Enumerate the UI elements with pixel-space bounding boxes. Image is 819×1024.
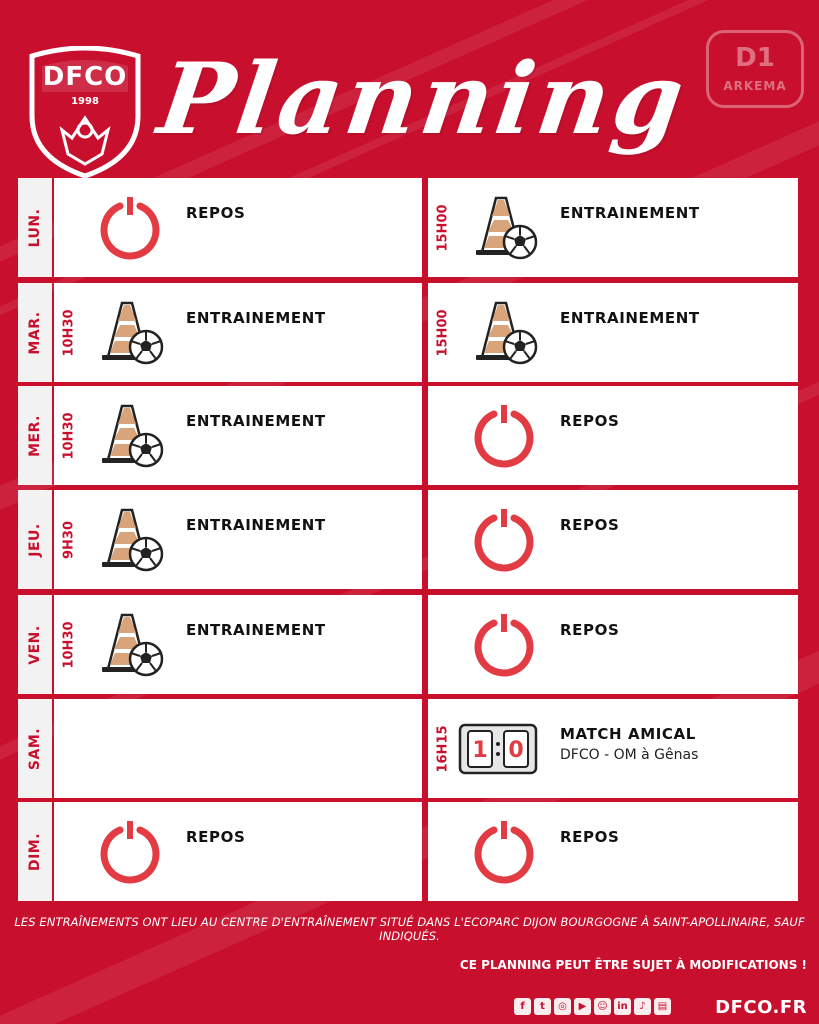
d1-arkema-logo — [706, 30, 804, 108]
arkema-logo-text: ARKEMA — [723, 79, 787, 93]
session-time-text: 9H30 — [61, 520, 77, 560]
power-icon — [94, 814, 166, 886]
session-activity: REPOS — [560, 516, 620, 534]
session-activity: REPOS — [186, 828, 246, 846]
schedule-row — [18, 178, 800, 277]
svg-text:1: 1 — [472, 738, 488, 763]
tiktok-icon[interactable]: ♪ — [634, 998, 651, 1015]
day-label-text: MER. — [27, 414, 43, 457]
cone-ball-icon — [94, 398, 166, 470]
session-time-text: 10H30 — [61, 621, 77, 669]
website-link[interactable]: DFCO.FR — [715, 997, 807, 1018]
cone-ball-icon — [94, 295, 166, 367]
session-activity: ENTRAINEMENT — [186, 621, 326, 639]
session-time-text: 16H15 — [435, 725, 451, 773]
training-location-note: LES ENTRAÎNEMENTS ONT LIEU AU CENTRE D'ENTRAÎNEMENT SITUÉ DANS L'ECOPARC DIJON BOURGOGNE À SAINT-APOLLINAIRE, SAUF INDIQUÉS. — [14, 915, 805, 943]
schedule-row — [18, 490, 800, 589]
session-cell-left — [54, 490, 422, 589]
session-detail: DFCO - OM à Gênas — [560, 747, 699, 763]
session-activity: REPOS — [560, 828, 620, 846]
session-cell-left — [54, 386, 422, 485]
twitter-icon[interactable]: t — [534, 998, 551, 1015]
cone-ball-icon — [468, 295, 540, 367]
session-cell-right — [428, 699, 798, 798]
schedule-row — [18, 699, 800, 798]
schedule-row — [18, 595, 800, 694]
session-time — [432, 185, 454, 271]
day-label-text: SAM. — [27, 727, 43, 770]
session-cell-right — [428, 802, 798, 901]
youtube-icon[interactable]: ▶ — [574, 998, 591, 1015]
session-cell-left — [54, 802, 422, 901]
power-icon — [94, 190, 166, 262]
session-time-text: 10H30 — [61, 412, 77, 460]
day-label-text: MAR. — [27, 310, 43, 355]
power-icon — [468, 814, 540, 886]
cone-ball-icon — [468, 190, 540, 262]
power-icon — [468, 607, 540, 679]
footer-bar — [504, 991, 819, 1024]
session-activity: ENTRAINEMENT — [186, 516, 326, 534]
facebook-icon[interactable]: f — [514, 998, 531, 1015]
social-icons — [514, 998, 671, 1018]
session-cell-left — [54, 178, 422, 277]
schedule-row — [18, 386, 800, 485]
session-time-text: 15H00 — [435, 309, 451, 357]
day-label-text: VEN. — [27, 624, 43, 665]
session-time — [58, 602, 80, 688]
schedule-row — [18, 283, 800, 382]
session-cell-right — [428, 595, 798, 694]
session-activity: REPOS — [560, 412, 620, 430]
crest-name: DFCO — [42, 62, 128, 92]
day-label — [18, 386, 52, 485]
day-label — [18, 802, 52, 901]
session-time-text: 10H30 — [61, 309, 77, 357]
power-icon — [468, 398, 540, 470]
schedule-row — [18, 802, 800, 901]
session-activity: REPOS — [186, 204, 246, 222]
twitch-icon[interactable]: ▤ — [654, 998, 671, 1015]
svg-text:0: 0 — [508, 738, 524, 763]
session-time — [58, 290, 80, 376]
session-cell-right — [428, 490, 798, 589]
session-time — [58, 393, 80, 479]
modification-warning: CE PLANNING PEUT ÊTRE SUJET À MODIFICATIONS ! — [459, 958, 807, 972]
page-title: Planning — [151, 42, 695, 157]
cone-ball-icon — [94, 502, 166, 574]
day-label — [18, 595, 52, 694]
session-activity: ENTRAINEMENT — [560, 204, 700, 222]
session-time — [432, 290, 454, 376]
session-activity: ENTRAINEMENT — [186, 309, 326, 327]
session-cell-left — [54, 283, 422, 382]
day-label — [18, 699, 52, 798]
day-label-text: DIM. — [27, 832, 43, 871]
day-label — [18, 283, 52, 382]
snapchat-icon[interactable]: ☺ — [594, 998, 611, 1015]
session-cell-left — [54, 595, 422, 694]
dfco-crest-logo — [22, 46, 148, 180]
session-activity: REPOS — [560, 621, 620, 639]
session-activity: ENTRAINEMENT — [186, 412, 326, 430]
d1-logo-text: D1 — [735, 43, 775, 73]
session-cell-right — [428, 283, 798, 382]
session-time-text: 15H00 — [435, 204, 451, 252]
header — [0, 0, 819, 180]
session-cell-right — [428, 386, 798, 485]
session-cell-right — [428, 178, 798, 277]
day-label-text: LUN. — [27, 208, 43, 247]
day-label — [18, 178, 52, 277]
crest-year: 1998 — [71, 96, 99, 107]
session-cell-left — [54, 699, 422, 798]
scoreboard-icon — [458, 719, 538, 791]
session-time — [58, 497, 80, 583]
session-time — [432, 706, 454, 792]
session-activity: MATCH AMICAL — [560, 725, 696, 743]
day-label-text: JEU. — [27, 522, 43, 557]
instagram-icon[interactable]: ◎ — [554, 998, 571, 1015]
cone-ball-icon — [94, 607, 166, 679]
linkedin-icon[interactable]: in — [614, 998, 631, 1015]
day-label — [18, 490, 52, 589]
session-activity: ENTRAINEMENT — [560, 309, 700, 327]
power-icon — [468, 502, 540, 574]
